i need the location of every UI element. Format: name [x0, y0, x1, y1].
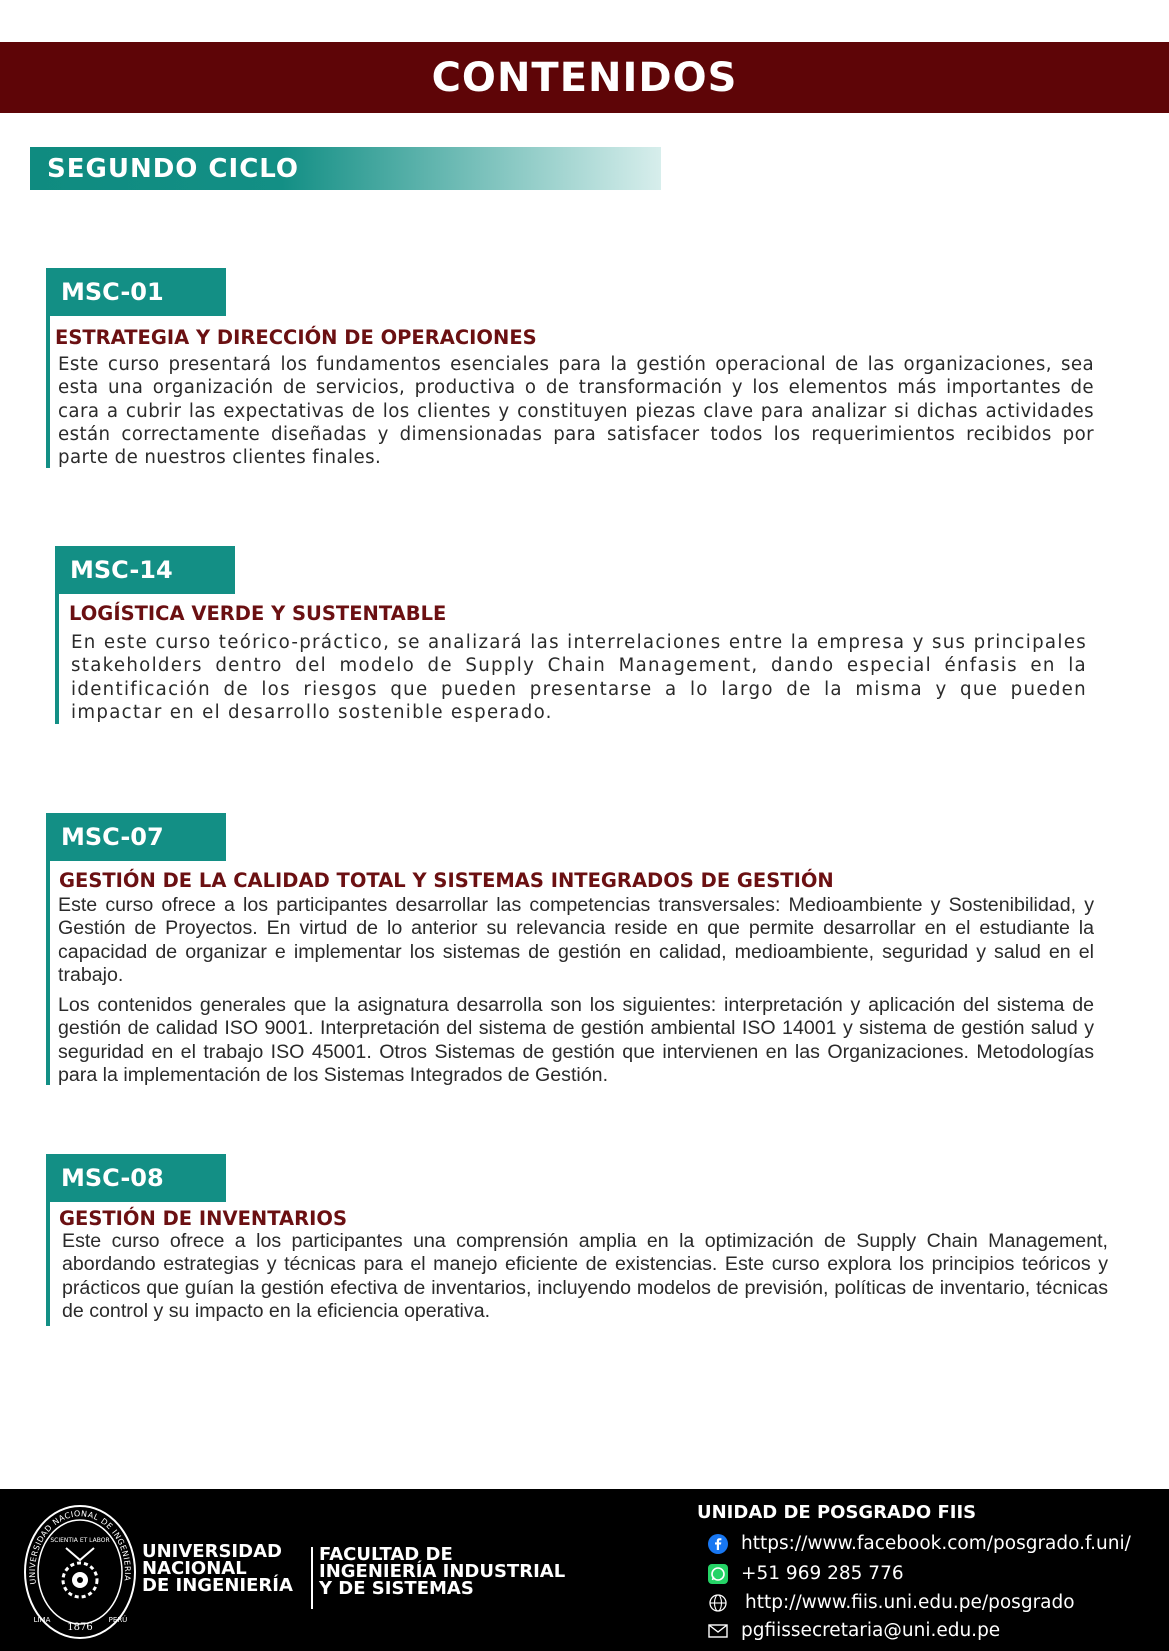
seal-city: LIMA: [33, 1616, 51, 1624]
university-seal-icon: [22, 1504, 138, 1640]
university-line: NACIONAL: [142, 1558, 247, 1579]
phone-number[interactable]: +51 969 285 776: [741, 1563, 904, 1584]
course-msc-01: [46, 268, 1100, 468]
seal-motto: SCIENTIA ET LABOR: [50, 1537, 110, 1544]
course-msc-07: [46, 813, 1100, 1085]
footer-divider: [311, 1547, 313, 1609]
contact-title: UNIDAD DE POSGRADO FIIS: [697, 1502, 977, 1523]
course-msc-08: [46, 1154, 1110, 1326]
course-title: LOGÍSTICA VERDE Y SUSTENTABLE: [69, 602, 447, 625]
header-banner: [0, 42, 1169, 113]
cycle-label: SEGUNDO CICLO: [47, 153, 300, 184]
phone-contact[interactable]: [708, 1563, 904, 1584]
cycle-bar: [30, 147, 661, 190]
course-code: MSC-14: [55, 546, 235, 594]
email-contact[interactable]: [708, 1620, 1000, 1641]
seal-country: PERÚ: [108, 1616, 128, 1624]
course-title: ESTRATEGIA Y DIRECCIÓN DE OPERACIONES: [55, 326, 537, 349]
website-url[interactable]: http://www.fiis.uni.edu.pe/posgrado: [745, 1592, 1075, 1613]
course-code: MSC-08: [46, 1154, 226, 1202]
course-code: MSC-01: [46, 268, 226, 316]
course-description: Este curso ofrece a los participantes una comprensión amplia en la optimización de Supply Chain Management, abordando estrategias y técnicas para el manejo eficiente de existencias. Este curso explora los principios teóricos y prácticos que guían la gestión efectiva de inventarios, incluyendo modelos de previsión, políticas de inventario, técnicas de control y su impacto en la eficiencia operativa.: [62, 1230, 1108, 1322]
course-description: Los contenidos generales que la asignatura desarrolla son los siguientes: interpretación y aplicación del sistema de gestión de calidad ISO 9001. Interpretación del sistema de gestión ambiental ISO 14001 y sistema de gestión salud y seguridad en el trabajo ISO 45001. Otros Sistemas de gestión que intervienen en las Organizaciones. Metodologías para la implementación de los Sistemas Integrados de Gestión.: [58, 994, 1094, 1086]
website-link[interactable]: [708, 1592, 1075, 1613]
seal-arc-text: UNIVERSIDAD NACIONAL DE INGENIERIA: [27, 1509, 133, 1585]
course-msc-14: [55, 546, 1094, 724]
course-title: GESTIÓN DE INVENTARIOS: [59, 1207, 347, 1230]
university-line: DE INGENIERÍA: [142, 1575, 293, 1596]
footer: [0, 1489, 1169, 1651]
course-code: MSC-07: [46, 813, 226, 861]
course-description: Este curso ofrece a los participantes desarrollar las competencias transversales: Medioambiente y Sostenibilidad, y Gestión de Proyectos. En virtud de lo anterior su relevancia reside en que permite desarrollar en el estudiante la capacidad de organizar e implementar los sistemas de gestión en calidad, medioambiente, seguridad y salud en el trabajo.: [58, 894, 1094, 986]
university-line: UNIVERSIDAD: [142, 1541, 282, 1562]
faculty-line: FACULTAD DE: [319, 1544, 453, 1565]
course-description: Este curso presentará los fundamentos esenciales para la gestión operacional de las organizaciones, sea esta una organización de servicios, productiva o de transformación y los elementos más importantes de cara a cubrir las expectativas de los clientes y constituyen piezas clave para analizar si dichas actividades están correctamente diseñadas y dimensionadas para satisfacer todos los requerimientos recibidos por parte de nuestros clientes finales.: [58, 354, 1094, 469]
university-name: [142, 1543, 293, 1594]
faculty-line: Y DE SISTEMAS: [319, 1578, 474, 1599]
page-title: CONTENIDOS: [431, 54, 738, 101]
facebook-link[interactable]: [708, 1533, 1131, 1554]
faculty-line: INGENIERÍA INDUSTRIAL: [319, 1561, 566, 1582]
faculty-name: [319, 1546, 565, 1597]
mail-icon: [708, 1621, 728, 1641]
course-description: En este curso teórico-práctico, se analizará las interrelaciones entre la empresa y sus principales stakeholders dentro del modelo de Supply Chain Management, dando especial énfasis en la identificación de los riesgos que pueden presentarse a lo largo de la misma y que pueden impactar en el desarrollo sostenible esperado.: [71, 632, 1087, 723]
whatsapp-icon: [708, 1564, 728, 1584]
facebook-icon: [708, 1534, 728, 1554]
seal-year: 1876: [67, 1622, 93, 1633]
email-address[interactable]: pgfiissecretaria@uni.edu.pe: [741, 1620, 1001, 1641]
course-title: GESTIÓN DE LA CALIDAD TOTAL Y SISTEMAS INTEGRADOS DE GESTIÓN: [59, 869, 834, 892]
globe-icon: [708, 1593, 728, 1613]
facebook-url[interactable]: https://www.facebook.com/posgrado.f.uni/: [741, 1533, 1131, 1554]
